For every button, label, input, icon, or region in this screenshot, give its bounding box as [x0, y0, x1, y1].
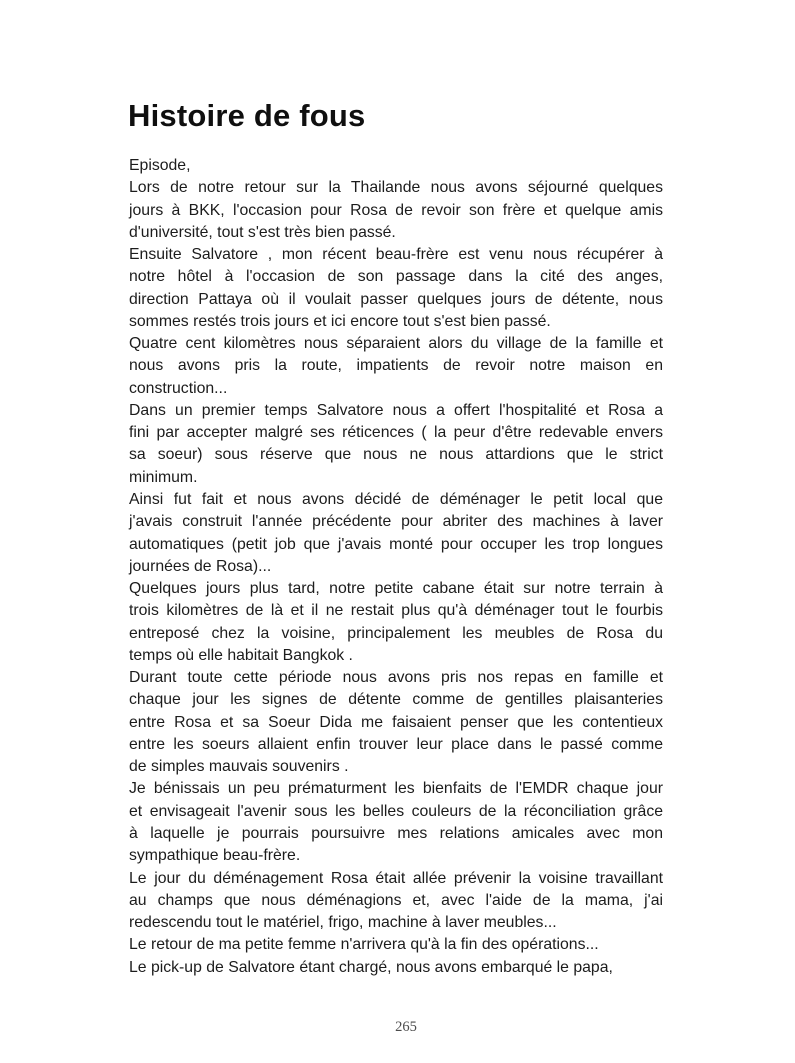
text-line: entre Rosa et sa Soeur Dida me faisaient penser que les contentieux	[129, 713, 663, 731]
text-line: et envisageait l'avenir sous les belles couleurs de la réconciliation grâce	[129, 802, 663, 820]
text-line: Dans un premier temps Salvatore nous a offert l'hospitalité et Rosa a	[129, 401, 663, 419]
text-line: Le pick-up de Salvatore étant chargé, nous avons embarqué le papa,	[129, 958, 613, 976]
text-line: direction Pattaya où il voulait passer quelques jours de détente, nous	[129, 290, 663, 308]
text-line: Lors de notre retour sur la Thailande nous avons séjourné quelques	[129, 179, 663, 197]
text-line: temps où elle habitait Bangkok .	[129, 646, 353, 664]
text-line: Durant toute cette période nous avons pris nos repas en famille et	[129, 669, 663, 687]
text-line: au champs que nous déménagions et, avec l'aide de la mama, j'ai	[129, 891, 663, 909]
text-line: jours à BKK, l'occasion pour Rosa de revoir son frère et quelque amis	[129, 201, 663, 219]
text-line: sommes restés trois jours et ici encore tout s'est bien passé.	[129, 312, 551, 330]
paragraph	[129, 868, 663, 935]
text-line: de simples mauvais souvenirs .	[129, 758, 349, 776]
paragraph	[129, 489, 663, 578]
text-line: notre hôtel à l'occasion de son passage dans la cité des anges,	[129, 268, 663, 286]
text-line: à laquelle je pourrais poursuivre mes relations amicales avec mon	[129, 824, 663, 842]
paragraph	[129, 667, 663, 778]
text-line: automatiques (petit job que j'avais monté pour occuper les trop longues	[129, 535, 663, 553]
text-line: d'université, tout s'est très bien passé.	[129, 223, 396, 241]
paragraph	[129, 177, 663, 244]
text-line: sa soeur) sous réserve que nous ne nous attardions que le strict	[129, 446, 663, 464]
text-line: construction...	[129, 379, 228, 397]
text-line: Je bénissais un peu prématurment les bienfaits de l'EMDR chaque jour	[129, 780, 663, 798]
text-line: entre les soeurs allaient enfin trouver leur place dans le passé comme	[129, 735, 663, 753]
page-number: 265	[395, 1019, 417, 1035]
text-line: fini par accepter malgré ses réticences ( la peur d'être redevable envers	[129, 424, 663, 442]
text-line: Ainsi fut fait et nous avons décidé de déménager le petit local que	[129, 490, 663, 508]
text-line: redescendu tout le matériel, frigo, machine à laver meubles...	[129, 914, 557, 932]
paragraph	[129, 957, 663, 979]
text-line: chaque jour les signes de détente comme de gentilles plaisanteries	[129, 691, 663, 709]
text-line: minimum.	[129, 468, 198, 486]
paragraph	[129, 578, 663, 667]
text-line: nous avons pris la route, impatients de revoir notre maison en	[129, 357, 663, 375]
text-line: journées de Rosa)...	[129, 557, 272, 575]
paragraph	[129, 400, 663, 489]
text-line: Quatre cent kilomètres nous séparaient alors du village de la famille et	[129, 335, 663, 353]
text-line: Quelques jours plus tard, notre petite cabane était sur notre terrain à	[129, 580, 663, 598]
text-line: Le jour du déménagement Rosa était allée prévenir la voisine travaillant	[129, 869, 663, 887]
page-title: Histoire de fous	[128, 98, 366, 133]
paragraph	[129, 244, 663, 333]
text-line: entreposé chez la voisine, principalement les meubles de Rosa du	[129, 624, 663, 642]
paragraph	[129, 778, 663, 867]
text-line: Episode,	[129, 157, 191, 174]
paragraph	[129, 155, 663, 177]
text-line: sympathique beau-frère.	[129, 847, 301, 865]
text-line: j'avais construit l'année précédente pour abriter des machines à laver	[129, 513, 663, 531]
paragraph	[129, 333, 663, 400]
text-line: Ensuite Salvatore , mon récent beau-frère est venu nous récupérer à	[129, 246, 663, 264]
paragraph	[129, 934, 663, 956]
text-line: Le retour de ma petite femme n'arrivera qu'à la fin des opérations...	[129, 936, 599, 954]
text-line: trois kilomètres de là et il ne restait plus qu'à déménager tout le fourbis	[129, 602, 663, 620]
body-text	[129, 155, 663, 979]
